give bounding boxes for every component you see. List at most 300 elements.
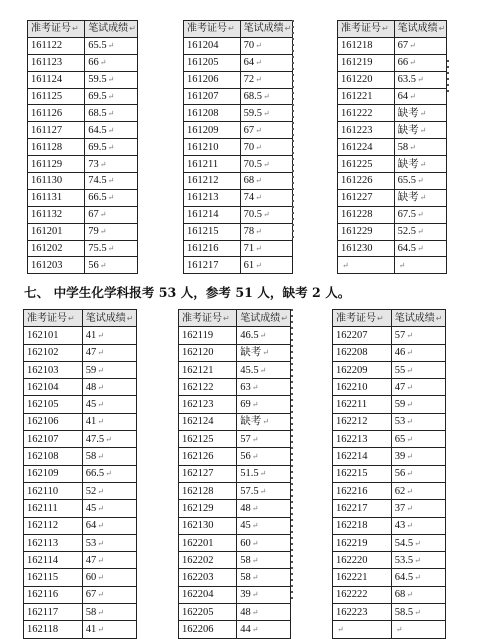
- exam-id-cell: [179, 621, 237, 638]
- paragraph-mark: ↵: [406, 434, 413, 444]
- paragraph-mark: ↵: [438, 24, 446, 34]
- exam-id: 161203: [31, 259, 63, 271]
- score-cell: [237, 379, 291, 396]
- exam-id-cell: [338, 54, 395, 71]
- score-value: 64: [397, 91, 409, 102]
- score-cell: [391, 534, 445, 551]
- paragraph-mark: ↵: [97, 538, 104, 548]
- exam-id: 161204: [187, 40, 219, 52]
- score-value: 45.5: [240, 364, 259, 376]
- paragraph-mark: ↵: [409, 142, 416, 152]
- paragraph-mark: ↵: [414, 538, 421, 548]
- table-row: [338, 173, 447, 190]
- score-cell: [85, 122, 138, 139]
- paragraph-mark: ↵: [251, 573, 259, 583]
- exam-id-cell: [179, 517, 237, 534]
- score-cell: [394, 257, 446, 274]
- exam-id: 161226: [341, 175, 373, 187]
- exam-id: 162222: [336, 589, 368, 601]
- table-row: [333, 379, 446, 396]
- exam-id: 161209: [187, 124, 219, 136]
- exam-id: 162112: [27, 520, 59, 532]
- exam-id-cell: [338, 71, 395, 88]
- exam-id: 162128: [182, 485, 214, 497]
- paragraph-mark: ↵: [251, 607, 259, 617]
- table-row: [184, 139, 293, 156]
- exam-id-cell: [24, 327, 83, 344]
- score-value: 65.5: [397, 175, 417, 187]
- table-row: [28, 223, 138, 240]
- exam-id-cell: [179, 361, 237, 378]
- paragraph-mark: ↵: [97, 573, 104, 583]
- table-row: [179, 344, 291, 361]
- paragraph-mark: ↵: [97, 330, 104, 340]
- exam-id: 162109: [27, 468, 59, 480]
- exam-id-cell: [338, 206, 395, 223]
- score-value: 65: [394, 433, 406, 445]
- paragraph-mark: ↵: [409, 41, 416, 51]
- exam-id-cell: [184, 189, 241, 206]
- paragraph-mark: ↵: [255, 260, 262, 270]
- score-value: 47: [85, 347, 97, 359]
- score-value: 52: [85, 485, 97, 497]
- paragraph-mark: ↵: [281, 313, 288, 323]
- exam-id-cell: [184, 71, 241, 88]
- score-cell: [394, 37, 446, 54]
- table-row: [28, 54, 138, 71]
- score-value: 57.5: [240, 485, 259, 497]
- table-row: [184, 223, 293, 240]
- score-cell: [82, 482, 136, 499]
- table-row: [28, 88, 138, 105]
- score-cell: [237, 604, 291, 621]
- exam-id-cell: [333, 569, 392, 586]
- paragraph-mark: ↵: [406, 400, 413, 410]
- exam-id: 162116: [27, 589, 59, 601]
- exam-id: 162216: [336, 485, 368, 497]
- score-cell: [240, 189, 292, 206]
- exam-id: 162122: [182, 381, 214, 393]
- score-value: 61: [243, 259, 255, 271]
- exam-id: 162211: [336, 399, 368, 411]
- score-value: 70: [243, 40, 255, 52]
- table-row: [28, 139, 138, 156]
- table-row: [338, 88, 447, 105]
- exam-id: 162107: [27, 433, 59, 445]
- section-seven-heading: 七、 中学生化学科报考 53 人，参考 51 人，缺考 2 人。: [24, 285, 351, 300]
- score-cell: [82, 552, 136, 569]
- exam-id-cell: [28, 122, 85, 139]
- paragraph-mark: ↵: [107, 244, 115, 254]
- exam-id-cell: [179, 431, 237, 448]
- exam-id: 162201: [182, 537, 214, 549]
- paragraph-mark: ↵: [406, 330, 413, 340]
- score-value: 47: [85, 554, 97, 566]
- exam-id: 162105: [27, 399, 59, 411]
- paragraph-mark: ↵: [414, 555, 421, 565]
- paragraph-mark: ↵: [251, 555, 259, 565]
- table-row: [338, 37, 447, 54]
- paragraph-mark: ↵: [107, 193, 115, 203]
- score-value: 70.5: [243, 158, 263, 170]
- score-cell: [237, 448, 291, 465]
- paragraph-mark: ↵: [406, 503, 413, 513]
- paragraph-mark: ↵: [97, 590, 104, 600]
- score-cell: [394, 240, 446, 257]
- paragraph-mark: ↵: [417, 176, 424, 186]
- dotted-column-marker: [292, 20, 294, 240]
- table-row: [184, 54, 293, 71]
- score-cell: [391, 379, 445, 396]
- score-value: 79: [88, 226, 99, 238]
- score-value: 52.5: [397, 226, 417, 238]
- table-row: [24, 396, 137, 413]
- paragraph-mark: ↵: [417, 244, 424, 254]
- exam-id: 161224: [341, 141, 373, 153]
- score-value: 59.5: [88, 74, 107, 86]
- table-row: [184, 71, 293, 88]
- exam-id: 162130: [182, 520, 214, 532]
- score-value: 64.5: [394, 572, 414, 584]
- exam-id-cell: [24, 465, 83, 482]
- header-label: 准考证号: [336, 312, 376, 324]
- exam-id: 162213: [336, 433, 368, 445]
- table-row: [28, 240, 138, 257]
- score-cell: [82, 621, 136, 638]
- score-cell: [82, 327, 136, 344]
- score-cell: [237, 534, 291, 551]
- exam-id: 162104: [27, 381, 59, 393]
- exam-id: 161207: [187, 91, 219, 102]
- score-value: 67: [243, 124, 255, 136]
- paragraph-mark: ↵: [251, 400, 259, 410]
- score-value: 53.5: [394, 554, 414, 566]
- exam-id: 161123: [31, 57, 63, 69]
- exam-id-cell: [24, 361, 83, 378]
- score-value: 51.5: [240, 468, 259, 480]
- exam-id-cell: [24, 482, 83, 499]
- header-written-score: [237, 310, 291, 327]
- score-cell: [240, 37, 292, 54]
- exam-id-cell: [28, 105, 85, 122]
- header-label: 准考证号: [187, 23, 227, 35]
- table-row: [184, 37, 293, 54]
- table-header-row: [338, 21, 447, 38]
- exam-id-cell: [24, 500, 83, 517]
- exam-id: 161125: [31, 91, 63, 102]
- exam-id: 161228: [341, 209, 373, 221]
- score-value: 67: [88, 209, 99, 221]
- score-value: 41: [85, 416, 97, 428]
- table-row: [333, 344, 446, 361]
- score-cell: [237, 569, 291, 586]
- chemistry-score-table-2: [178, 309, 291, 639]
- score-value: 67.5: [397, 209, 417, 221]
- score-cell: [391, 327, 445, 344]
- score-value: 39: [240, 589, 251, 601]
- paragraph-mark: ↵: [419, 193, 427, 203]
- table-row: [184, 240, 293, 257]
- table-row: [179, 431, 291, 448]
- exam-id: 162125: [182, 433, 214, 445]
- exam-id-cell: [179, 344, 237, 361]
- paragraph-mark: ↵: [406, 486, 413, 496]
- paragraph-mark: ↵: [259, 469, 267, 479]
- paragraph-mark: ↵: [406, 382, 413, 392]
- exam-id-cell: [333, 431, 392, 448]
- score-cell: [394, 206, 446, 223]
- exam-id-cell: [333, 396, 392, 413]
- chemistry-score-table-3: [332, 309, 446, 639]
- table-row: [179, 482, 291, 499]
- exam-id-cell: [28, 156, 85, 173]
- paragraph-mark: ↵: [263, 108, 270, 118]
- paragraph-mark: ↵: [97, 555, 104, 565]
- exam-id-cell: [179, 552, 237, 569]
- exam-id-cell: [184, 173, 241, 190]
- score-value: 67: [397, 40, 409, 52]
- score-cell: [240, 139, 292, 156]
- score-value: 66: [397, 57, 409, 69]
- score-cell: [85, 257, 138, 274]
- score-cell: [237, 465, 291, 482]
- table-row: [179, 517, 291, 534]
- paragraph-mark: ↵: [97, 624, 104, 634]
- score-table-1: [27, 20, 138, 274]
- table-row: [179, 534, 291, 551]
- score-value: 41: [85, 329, 97, 341]
- score-cell: [82, 569, 136, 586]
- exam-id: 161205: [187, 57, 219, 69]
- table-row: [338, 189, 447, 206]
- table-row: [24, 344, 137, 361]
- exam-id: 162203: [182, 572, 214, 584]
- exam-id: 161229: [341, 226, 373, 238]
- exam-id: 162214: [336, 451, 368, 463]
- table-row: [184, 257, 293, 274]
- table-row: [179, 361, 291, 378]
- exam-id-cell: [24, 621, 83, 638]
- exam-id-cell: [338, 173, 395, 190]
- header-label: 准考证号: [27, 312, 67, 324]
- table-row: [28, 156, 138, 173]
- exam-id: 161223: [341, 124, 373, 136]
- paragraph-mark: ↵: [255, 125, 262, 135]
- paragraph-mark: ↵: [223, 313, 230, 323]
- table-row: [338, 122, 447, 139]
- exam-id: 162223: [336, 606, 368, 618]
- table-row: [184, 105, 293, 122]
- exam-id-cell: [338, 105, 395, 122]
- score-cell: [237, 552, 291, 569]
- header-label: 笔试成绩: [85, 312, 126, 324]
- score-cell: [394, 189, 446, 206]
- paragraph-mark: ↵: [342, 260, 349, 270]
- score-cell: [394, 71, 446, 88]
- table-row: [24, 569, 137, 586]
- exam-id: 162212: [336, 416, 368, 428]
- paragraph-mark: ↵: [406, 365, 413, 375]
- score-cell: [240, 156, 292, 173]
- paragraph-mark: ↵: [255, 142, 262, 152]
- score-value: 60: [85, 572, 97, 584]
- table-row: [184, 122, 293, 139]
- score-value: 59.5: [243, 107, 263, 119]
- table-row: [28, 206, 138, 223]
- exam-id: 161127: [31, 124, 63, 136]
- score-value: 47.5: [85, 433, 105, 445]
- table-row: [333, 569, 446, 586]
- paragraph-mark: ↵: [262, 417, 269, 427]
- score-value: 73: [88, 158, 99, 170]
- paragraph-mark: ↵: [99, 260, 107, 270]
- exam-id-cell: [184, 54, 241, 71]
- score-table-2: [183, 20, 293, 274]
- exam-id: 161218: [341, 40, 373, 52]
- paragraph-mark: ↵: [414, 573, 421, 583]
- paragraph-mark: ↵: [107, 108, 115, 118]
- paragraph-mark: ↵: [99, 227, 107, 237]
- table-row: [179, 448, 291, 465]
- exam-id-cell: [184, 240, 241, 257]
- score-value: 54.5: [394, 537, 414, 549]
- score-cell: [240, 223, 292, 240]
- exam-id-cell: [28, 37, 85, 54]
- score-cell: [391, 604, 445, 621]
- paragraph-mark: ↵: [251, 521, 259, 531]
- exam-id: 161208: [187, 107, 219, 119]
- table-row: [338, 71, 447, 88]
- score-cell: [82, 465, 136, 482]
- paragraph-mark: ↵: [251, 503, 259, 513]
- exam-id-cell: [338, 240, 395, 257]
- score-value: 71: [243, 243, 255, 255]
- exam-id: 162206: [182, 623, 214, 635]
- exam-id-cell: [338, 189, 395, 206]
- score-value: 39: [394, 451, 406, 463]
- exam-id: 162218: [336, 520, 368, 532]
- paragraph-mark: ↵: [263, 92, 270, 101]
- score-value: 69.5: [88, 141, 107, 153]
- score-cell: [237, 327, 291, 344]
- score-value: 53: [85, 537, 97, 549]
- table-row: [28, 173, 138, 190]
- score-value: 70.5: [243, 209, 263, 221]
- table-row: [28, 71, 138, 88]
- score-value: 68: [243, 175, 255, 187]
- table-row: [338, 257, 447, 274]
- score-value: 48: [240, 606, 251, 618]
- exam-id-cell: [24, 517, 83, 534]
- score-value: 58: [240, 572, 251, 584]
- score-value: 45: [240, 520, 251, 532]
- score-value: 58: [240, 554, 251, 566]
- table-row: [179, 413, 291, 430]
- score-cell: [82, 396, 136, 413]
- score-cell: [85, 173, 138, 190]
- paragraph-mark: ↵: [99, 210, 107, 220]
- exam-id: 162215: [336, 468, 368, 480]
- paragraph-mark: ↵: [105, 434, 112, 444]
- paragraph-mark: ↵: [259, 486, 267, 496]
- paragraph-mark: ↵: [417, 75, 424, 85]
- paragraph-mark: ↵: [337, 624, 344, 634]
- table-row: [179, 500, 291, 517]
- exam-id: 162221: [336, 572, 368, 584]
- score-cell: [394, 156, 446, 173]
- exam-id: 162108: [27, 451, 59, 463]
- score-value: 74.5: [88, 175, 107, 187]
- exam-id-cell: [338, 37, 395, 54]
- table-row: [333, 621, 446, 638]
- exam-id: 162209: [336, 364, 368, 376]
- paragraph-mark: ↵: [417, 210, 424, 220]
- table-row: [179, 569, 291, 586]
- exam-id-cell: [28, 173, 85, 190]
- paragraph-mark: ↵: [377, 313, 384, 323]
- paragraph-mark: ↵: [251, 382, 259, 392]
- score-value: 缺考: [240, 347, 262, 359]
- header-exam-id: [338, 21, 395, 38]
- exam-id: 161227: [341, 192, 373, 204]
- exam-id-cell: [28, 88, 85, 105]
- score-cell: [391, 569, 445, 586]
- exam-id-cell: [179, 604, 237, 621]
- table-row: [24, 327, 137, 344]
- table-row: [333, 534, 446, 551]
- score-cell: [391, 517, 445, 534]
- table-row: [28, 122, 138, 139]
- score-cell: [240, 173, 292, 190]
- score-cell: [391, 431, 445, 448]
- exam-id-cell: [333, 379, 392, 396]
- exam-id: 162129: [182, 502, 214, 514]
- exam-id: 162117: [27, 606, 59, 618]
- paragraph-mark: ↵: [107, 92, 115, 101]
- score-cell: [394, 54, 446, 71]
- header-written-score: [394, 21, 446, 38]
- exam-id: 161212: [187, 175, 219, 187]
- score-cell: [237, 500, 291, 517]
- table-row: [24, 517, 137, 534]
- score-cell: [85, 223, 138, 240]
- exam-id: 162127: [182, 468, 214, 480]
- paragraph-mark: ↵: [398, 260, 406, 270]
- score-cell: [394, 122, 446, 139]
- score-cell: [85, 139, 138, 156]
- score-value: 缺考: [397, 124, 419, 136]
- exam-id-cell: [333, 327, 392, 344]
- score-cell: [391, 396, 445, 413]
- paragraph-mark: ↵: [263, 210, 270, 220]
- exam-id-cell: [184, 206, 241, 223]
- exam-id: 162106: [27, 416, 59, 428]
- exam-id-cell: [28, 240, 85, 257]
- paragraph-mark: ↵: [107, 125, 115, 135]
- exam-id-cell: [333, 482, 392, 499]
- table-row: [338, 54, 447, 71]
- exam-id: 161131: [31, 192, 63, 204]
- score-cell: [85, 105, 138, 122]
- score-table-3: [337, 20, 447, 274]
- table-row: [24, 413, 137, 430]
- table-row: [184, 189, 293, 206]
- exam-id-cell: [28, 206, 85, 223]
- paragraph-mark: ↵: [97, 348, 104, 358]
- exam-id: 161129: [31, 158, 63, 170]
- exam-id-cell: [179, 534, 237, 551]
- paragraph-mark: ↵: [97, 400, 104, 410]
